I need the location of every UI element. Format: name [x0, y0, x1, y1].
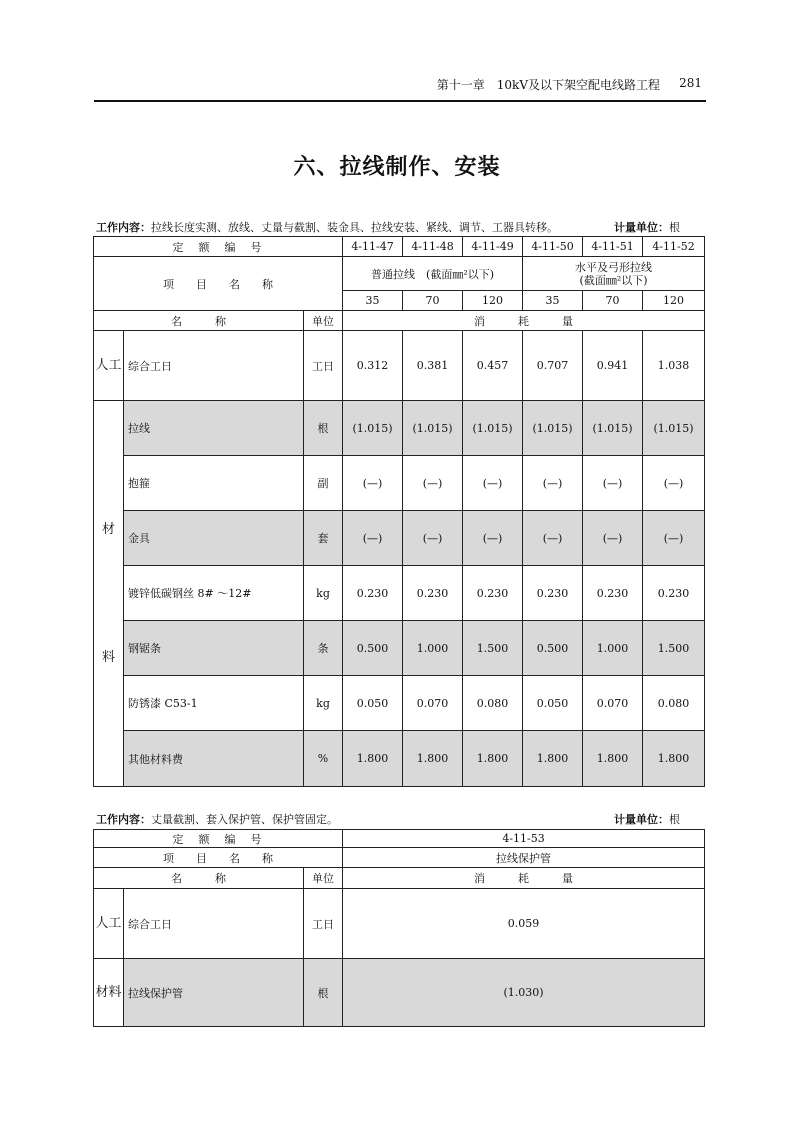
material-row — [94, 401, 705, 456]
unit-header: 单位 — [304, 311, 343, 331]
quota-code: 4-11-47 — [343, 237, 403, 257]
unit-header: 单位 — [304, 868, 343, 889]
item-name: 防锈漆 C53-1 — [124, 676, 304, 731]
item-value: (1.015) — [463, 401, 523, 456]
item-name: 金具 — [124, 511, 304, 566]
item-value: (—) — [343, 511, 403, 566]
item-value: 0.230 — [463, 566, 523, 621]
group-horizontal-line2: (截面㎜²以下) — [579, 273, 648, 287]
work-content-text: 拉线长度实测、放线、丈量与截割、装金具、拉线安装、紧线、调节、工器具转移。 — [151, 221, 558, 234]
item-name: 其他材料费 — [124, 731, 304, 787]
size-value: 35 — [523, 291, 583, 311]
material-category — [94, 401, 124, 787]
size-value: 120 — [463, 291, 523, 311]
group-ordinary-stay: 普通拉线 (截面㎜²以下) — [343, 257, 523, 291]
item-value: (—) — [403, 511, 463, 566]
item-unit: 根 — [304, 959, 343, 1027]
item-value: 0.080 — [463, 676, 523, 731]
item-name: 拉线 — [124, 401, 304, 456]
item-unit: kg — [304, 566, 343, 621]
section-title: 六、拉线制作、安装 — [293, 154, 501, 180]
material-row — [94, 511, 705, 566]
measure-unit-label: 计量单位： — [614, 221, 669, 234]
size-value: 70 — [403, 291, 463, 311]
quota-code: 4-11-49 — [463, 237, 523, 257]
material-row — [94, 566, 705, 621]
material-category-char: 材 — [101, 521, 115, 537]
labor-row — [94, 889, 705, 959]
quota-code: 4-11-51 — [583, 237, 643, 257]
item-value: 0.230 — [343, 566, 403, 621]
item-unit: 工日 — [304, 331, 343, 401]
item-value: (1.015) — [343, 401, 403, 456]
item-value: 0.500 — [343, 621, 403, 676]
labor-category: 人工 — [94, 331, 124, 401]
item-value: (—) — [643, 456, 705, 511]
measure-unit-value: 根 — [669, 221, 680, 234]
item-value: (1.030) — [343, 959, 705, 1027]
name-header: 名 称 — [94, 868, 304, 889]
item-value: 0.230 — [583, 566, 643, 621]
item-name: 抱箍 — [124, 456, 304, 511]
project-label: 项 目 名 称 — [94, 848, 343, 868]
project-value: 拉线保护管 — [343, 848, 705, 868]
item-value: 0.070 — [583, 676, 643, 731]
material-row — [94, 456, 705, 511]
item-name: 综合工日 — [124, 889, 304, 959]
measure-unit-value: 根 — [669, 813, 680, 826]
project-label: 项 目 名 称 — [94, 257, 343, 311]
group-horizontal-line1: 水平及弓形拉线 — [575, 260, 653, 274]
item-value: (1.015) — [403, 401, 463, 456]
item-value: 1.800 — [643, 731, 705, 787]
size-value: 120 — [643, 291, 705, 311]
item-value: (—) — [463, 456, 523, 511]
measure-unit-label: 计量单位： — [614, 813, 669, 826]
labor-row — [94, 331, 705, 401]
material-row — [94, 676, 705, 731]
work-content-1 — [96, 219, 558, 235]
name-header: 名 称 — [94, 311, 304, 331]
item-value: 1.000 — [403, 621, 463, 676]
item-value: 1.800 — [343, 731, 403, 787]
material-category-char: 料 — [101, 649, 115, 665]
material-row — [94, 731, 705, 787]
page-number: 281 — [679, 76, 702, 90]
item-name: 拉线保护管 — [124, 959, 304, 1027]
item-unit: 副 — [304, 456, 343, 511]
consume-header: 消 耗 量 — [343, 868, 705, 889]
item-value: (1.015) — [643, 401, 705, 456]
item-value: 0.230 — [643, 566, 705, 621]
item-value: 1.500 — [643, 621, 705, 676]
item-value: 1.500 — [463, 621, 523, 676]
item-value: (—) — [403, 456, 463, 511]
item-value: (—) — [523, 456, 583, 511]
size-value: 35 — [343, 291, 403, 311]
item-name: 钢锯条 — [124, 621, 304, 676]
quota-label: 定 额 编 号 — [94, 237, 343, 257]
item-value: 0.059 — [343, 889, 705, 959]
project-group-row — [94, 257, 705, 291]
item-value: 1.800 — [583, 731, 643, 787]
work-content-label: 工作内容： — [96, 813, 151, 826]
item-name: 镀锌低碳钢丝 8# ～12# — [124, 566, 304, 621]
item-unit: % — [304, 731, 343, 787]
quota-table-1 — [93, 236, 705, 787]
quota-code: 4-11-48 — [403, 237, 463, 257]
chapter-title: 第十一章 10kV及以下架空配电线路工程 — [436, 78, 660, 92]
item-unit: 根 — [304, 401, 343, 456]
work-content-label: 工作内容： — [96, 221, 151, 234]
item-value: 0.080 — [643, 676, 705, 731]
size-value: 70 — [583, 291, 643, 311]
quota-code: 4-11-50 — [523, 237, 583, 257]
item-value: 0.050 — [523, 676, 583, 731]
work-content-2 — [96, 811, 338, 827]
item-value: 1.038 — [643, 331, 705, 401]
material-row — [94, 621, 705, 676]
quota-code-row — [94, 830, 705, 848]
item-value: 0.312 — [343, 331, 403, 401]
item-value: 0.707 — [523, 331, 583, 401]
item-value: (—) — [523, 511, 583, 566]
work-content-text: 丈量截割、套入保护管、保护管固定。 — [151, 813, 338, 826]
item-value: 1.000 — [583, 621, 643, 676]
item-value: (1.015) — [523, 401, 583, 456]
item-unit: 套 — [304, 511, 343, 566]
item-value: 0.230 — [523, 566, 583, 621]
item-value: 0.070 — [403, 676, 463, 731]
quota-code-row — [94, 237, 705, 257]
item-value: (1.015) — [583, 401, 643, 456]
quota-code: 4-11-53 — [343, 830, 705, 848]
item-value: 0.230 — [403, 566, 463, 621]
item-value: 0.381 — [403, 331, 463, 401]
labor-category: 人工 — [94, 889, 124, 959]
consume-header: 消 耗 量 — [343, 311, 705, 331]
item-value: (—) — [343, 456, 403, 511]
item-unit: kg — [304, 676, 343, 731]
item-value: 0.941 — [583, 331, 643, 401]
item-value: (—) — [463, 511, 523, 566]
item-value: (—) — [583, 456, 643, 511]
quota-code: 4-11-52 — [643, 237, 705, 257]
material-row — [94, 959, 705, 1027]
column-header-row — [94, 311, 705, 331]
material-category: 材料 — [94, 959, 124, 1027]
item-value: 1.800 — [463, 731, 523, 787]
item-value: 0.050 — [343, 676, 403, 731]
item-unit: 条 — [304, 621, 343, 676]
measure-unit-1 — [614, 219, 680, 235]
measure-unit-2 — [614, 811, 680, 827]
item-value: (—) — [643, 511, 705, 566]
item-value: 0.500 — [523, 621, 583, 676]
quota-table-2 — [93, 829, 705, 1027]
project-row — [94, 848, 705, 868]
item-value: 1.800 — [403, 731, 463, 787]
column-header-row — [94, 868, 705, 889]
page-header — [94, 72, 706, 102]
group-horizontal-stay — [523, 257, 705, 291]
quota-label: 定 额 编 号 — [94, 830, 343, 848]
item-unit: 工日 — [304, 889, 343, 959]
item-value: 1.800 — [523, 731, 583, 787]
item-value: (—) — [583, 511, 643, 566]
item-name: 综合工日 — [124, 331, 304, 401]
item-value: 0.457 — [463, 331, 523, 401]
